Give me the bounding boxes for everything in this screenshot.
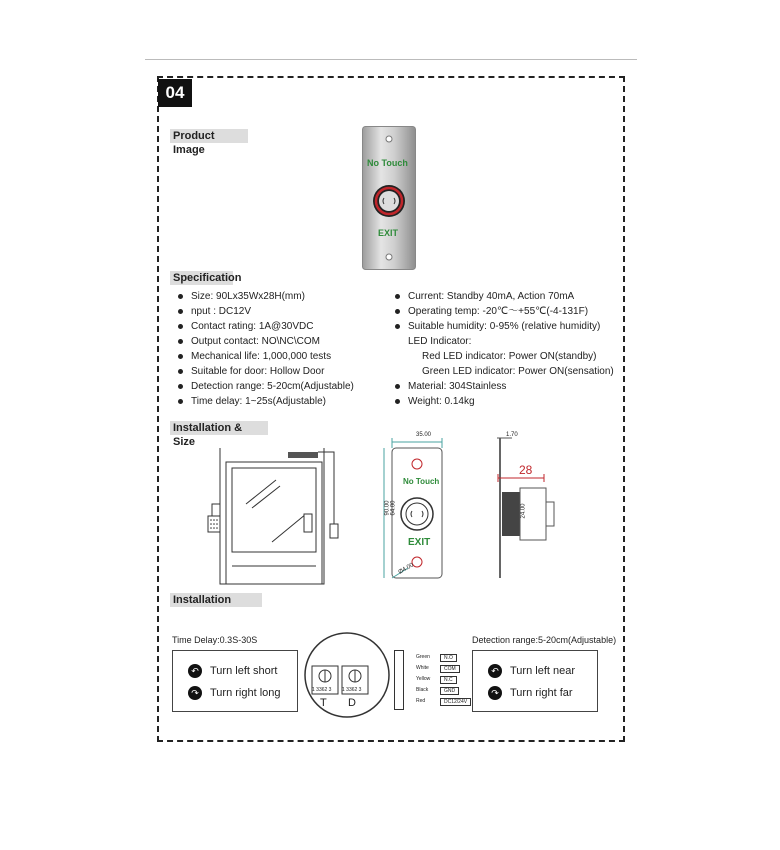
turn-right-long-label: Turn right long <box>210 687 281 699</box>
dial-d-label: D <box>348 697 356 709</box>
turn-right-far-row <box>488 686 573 700</box>
turn-right-far-label: Turn right far <box>510 687 573 699</box>
wiring-block <box>394 650 470 710</box>
dim-inner-label: 64.00 <box>390 500 397 516</box>
dial-d-code: 1 3362 3 <box>342 687 362 693</box>
turn-right-long-row <box>188 686 281 700</box>
page-badge: 04 <box>158 79 192 107</box>
spec-item: Mechanical life: 1,000,000 tests <box>175 349 354 364</box>
dim-depth-label: 28 <box>519 463 533 477</box>
spec-item: Material: 304Stainless <box>392 379 614 394</box>
rotate-right-icon: ↷ <box>488 686 502 700</box>
dial-t-label: T <box>320 697 327 709</box>
section-specification: Specification <box>170 271 233 285</box>
wire-function: COM <box>440 665 460 673</box>
turn-left-short-row <box>188 664 277 678</box>
spec-item: Size: 90Lx35Wx28H(mm) <box>175 289 354 304</box>
time-delay-label: Time Delay:0.3S-30S <box>172 635 258 645</box>
wire-function: DC12/24V <box>440 698 471 706</box>
product-photo <box>362 126 416 270</box>
spec-item: Suitable for door: Hollow Door <box>175 364 354 379</box>
drawing-no-touch-label: No Touch <box>403 477 440 486</box>
wire-color: Green <box>416 654 430 660</box>
dim-side-small-label: 24.00 <box>520 503 527 519</box>
time-delay-box <box>172 650 298 712</box>
section-installation: Installation <box>170 593 262 607</box>
spec-item: Detection range: 5-20cm(Adjustable) <box>175 379 354 394</box>
dim-side-top-label: 1.70 <box>506 432 518 438</box>
rotate-left-icon: ↶ <box>188 664 202 678</box>
door-installation-diagram <box>206 444 352 588</box>
wire-color: Yellow <box>416 676 431 682</box>
section-installation-size: Installation & Size <box>170 421 268 435</box>
spec-item: Green LED indicator: Power ON(sensation) <box>422 366 614 377</box>
spec-item: Time delay: 1~25s(Adjustable) <box>175 394 354 409</box>
terminal-block <box>394 650 404 710</box>
spec-item: LED Indicator: <box>408 336 472 347</box>
wire-function: N.O <box>440 654 457 662</box>
detection-range-box <box>472 650 598 712</box>
dim-height-label: 90.00 <box>384 500 391 516</box>
turn-left-near-row <box>488 664 575 678</box>
spec-item: Red LED indicator: Power ON(standby) <box>422 351 597 362</box>
wire-color: White <box>416 665 429 671</box>
product-no-touch-label: No Touch <box>367 158 408 168</box>
detection-range-label: Detection range:5-20cm(Adjustable) <box>472 635 617 645</box>
spec-item: Weight: 0.14kg <box>392 394 614 409</box>
spec-item: Output contact: NO\NC\COM <box>175 334 354 349</box>
wire-function: GND <box>440 687 459 695</box>
spec-item: Contact rating: 1A@30VDC <box>175 319 354 334</box>
dial-t-code: 1 3362 3 <box>312 687 332 693</box>
spec-item: Current: Standby 40mA, Action 70mA <box>392 289 614 304</box>
turn-left-near-label: Turn left near <box>510 665 576 677</box>
spec-item: Operating temp: -20℃～+55℃(-4-131F) <box>392 304 614 319</box>
dim-width-label: 35.00 <box>416 432 432 438</box>
dim-hole-label: Ø4.00 <box>397 562 415 576</box>
side-dimension-drawing <box>494 432 564 582</box>
product-exit-label: EXIT <box>378 228 399 238</box>
section-product-image: Product Image <box>170 129 248 143</box>
top-divider <box>145 59 637 60</box>
wire-color: Black <box>416 687 429 693</box>
wire-color: Red <box>416 698 426 704</box>
spec-item: Suitable humidity: 0-95% (relative humidity) <box>392 319 614 334</box>
dial-circle <box>302 630 392 720</box>
spec-item: nput : DC12V <box>175 304 354 319</box>
rotate-left-icon: ↶ <box>488 664 502 678</box>
drawing-exit-label: EXIT <box>408 537 431 548</box>
wire-function: N.C <box>440 676 457 684</box>
spec-list-left <box>175 289 354 409</box>
spec-list-right <box>392 289 614 409</box>
turn-left-short-label: Turn left short <box>210 665 278 677</box>
rotate-right-icon: ↷ <box>188 686 202 700</box>
